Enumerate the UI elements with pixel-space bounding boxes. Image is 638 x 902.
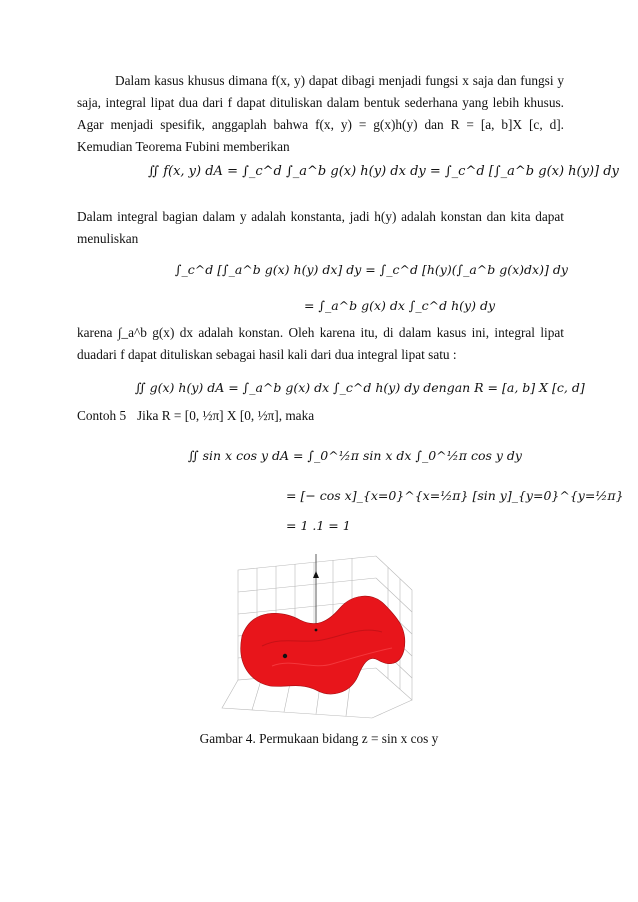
paragraph-3-text: karena ∫_a^b g(x) dx adalah konstan. Oleh karena itu, di dalam kasus ini, integral lipat duadari f dapat dituliskan sebagai hasil kali dari dua integral lipat satu : <box>77 325 564 362</box>
paragraph-2 <box>77 206 564 250</box>
equation-2-line-2: = ∫_a^b g(x) dx ∫_c^d h(y) dy <box>304 298 496 313</box>
plot-point-marker <box>283 654 287 658</box>
example-equation-3: = 1 .1 = 1 <box>286 518 351 533</box>
equation-3: ∬ g(x) h(y) dA = ∫_a^b g(x) dx ∫_c^d h(y) dy dengan R = [a, b] X [c, d] <box>135 380 585 395</box>
example-equation-2: = [− cos x]_{x=0}^{x=½π} [sin y]_{y=0}^{y=½π} <box>286 488 624 503</box>
paragraph-2-text: Dalam integral bagian dalam y adalah konstanta, jadi h(y) adalah konstan dan kita dapat menuliskan <box>77 209 564 246</box>
example-text: Jika R = [0, ½π] X [0, ½π], maka <box>137 408 315 423</box>
paragraph-1-text: Dalam kasus khusus dimana f(x, y) dapat dibagi menjadi fungsi x saja dan fungsi y saja, integral lipat dua dari f dapat dituliskan dalam bentuk sederhana yang lebih khusus. Agar menjadi spesifik, anggaplah bahwa f(x, y) = g(x)h(y) dan R = [a, b]X [c, d]. Kemudian Teorema Fubini memberikan <box>77 73 564 154</box>
paragraph-3 <box>77 322 564 366</box>
paragraph-1 <box>77 70 564 158</box>
example-label: Contoh 5 <box>77 408 127 423</box>
equation-2-line-1: ∫_c^d [∫_a^b g(x) h(y) dx] dy = ∫_c^d [h(y)(∫_a^b g(x)dx)] dy <box>175 262 568 277</box>
figure-caption: Gambar 4. Permukaan bidang z = sin x cos y <box>199 731 439 746</box>
example-equation-1: ∬ sin x cos y dA = ∫_0^½π sin x dx ∫_0^½π cos y dy <box>188 448 522 463</box>
surface-plot-figure <box>212 548 426 723</box>
equation-1: ∬ f(x, y) dA = ∫_c^d ∫_a^b g(x) h(y) dx dy = ∫_c^d [∫_a^b g(x) h(y)] dy <box>148 164 619 179</box>
axis-origin-marker <box>315 629 318 632</box>
